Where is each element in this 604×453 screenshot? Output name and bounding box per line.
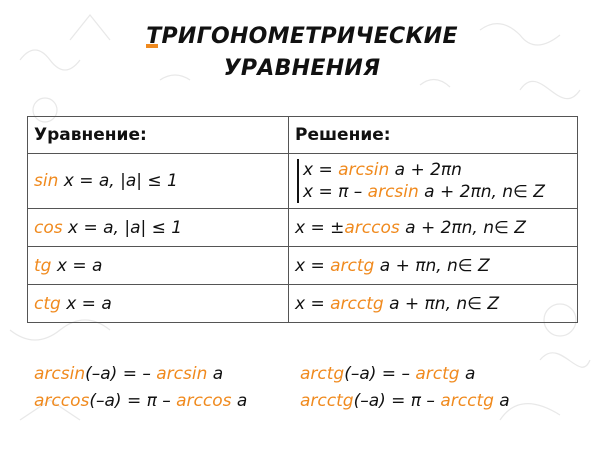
- identity-text: a: [493, 391, 510, 411]
- solution-text: a + 2πn, n∈ Z: [399, 217, 526, 238]
- solution-text: x = ±: [295, 217, 345, 238]
- equation-text: x = a, |a| ≤ 1: [62, 217, 183, 238]
- solution-text: a + πn, n∈ Z: [383, 293, 500, 314]
- identity-arcsin: [34, 364, 223, 384]
- table-header-row: [28, 117, 578, 154]
- solution-line-2: [303, 182, 545, 202]
- table-row: [28, 154, 578, 209]
- identity-text: (–a) = –: [344, 364, 416, 384]
- solution-text: x =: [295, 293, 331, 314]
- solution-text: x = π –: [303, 182, 368, 202]
- page-title-line-1: ТРИГОНОМЕТРИЧЕСКИЕ: [146, 24, 458, 49]
- solution-cell: [289, 154, 578, 209]
- identity-text: (–a) = π –: [353, 391, 441, 411]
- identity-text: a: [459, 364, 476, 384]
- page-title-line-2: УРАВНЕНИЯ: [223, 56, 381, 81]
- function-name: arcsin: [34, 364, 86, 384]
- function-name: arcctg: [330, 293, 384, 314]
- solution-cell: [289, 209, 578, 247]
- function-name: ctg: [34, 293, 61, 314]
- header-equation: Уравнение:: [28, 117, 289, 154]
- table-row: [28, 209, 578, 247]
- solution-cell: [289, 285, 578, 323]
- equations-table: [27, 116, 578, 323]
- solution-text: x =: [295, 255, 331, 276]
- solution-text: a + 2πn, n∈ Z: [418, 182, 545, 202]
- function-name: arcsin: [338, 160, 390, 180]
- solution-system: [297, 159, 545, 203]
- function-name: arctg: [330, 255, 375, 276]
- identity-text: a: [231, 391, 248, 411]
- equation-cell: [28, 285, 289, 323]
- identity-text: a: [207, 364, 224, 384]
- function-name: arcsin: [156, 364, 208, 384]
- function-name: cos: [34, 217, 63, 238]
- identity-text: (–a) = π –: [89, 391, 177, 411]
- function-name: sin: [34, 171, 59, 191]
- function-name: arccos: [344, 217, 400, 238]
- equation-text: x = a: [51, 255, 103, 276]
- header-solution: Решение:: [289, 117, 578, 154]
- function-name: tg: [34, 255, 52, 276]
- solution-text: x =: [303, 160, 339, 180]
- function-name: arccos: [34, 391, 90, 411]
- function-name: arcctg: [440, 391, 494, 411]
- solution-text: a + 2πn: [389, 160, 462, 180]
- function-name: arcctg: [300, 391, 354, 411]
- function-name: arctg: [415, 364, 460, 384]
- solution-cell: [289, 247, 578, 285]
- identity-text: (–a) = –: [85, 364, 157, 384]
- equation-cell: [28, 154, 289, 209]
- solution-line-1: [303, 160, 462, 180]
- table-row: [28, 247, 578, 285]
- equation-cell: [28, 247, 289, 285]
- identity-arcctg: [300, 391, 510, 411]
- function-name: arcsin: [367, 182, 419, 202]
- equation-text: x = a: [60, 293, 112, 314]
- equation-text: x = a, |a| ≤ 1: [58, 171, 178, 191]
- solution-text: a + πn, n∈ Z: [374, 255, 490, 276]
- table-row: [28, 285, 578, 323]
- function-name: arccos: [176, 391, 232, 411]
- identity-arctg: [300, 364, 475, 384]
- function-name: arctg: [300, 364, 345, 384]
- equation-cell: [28, 209, 289, 247]
- identity-arccos: [34, 391, 247, 411]
